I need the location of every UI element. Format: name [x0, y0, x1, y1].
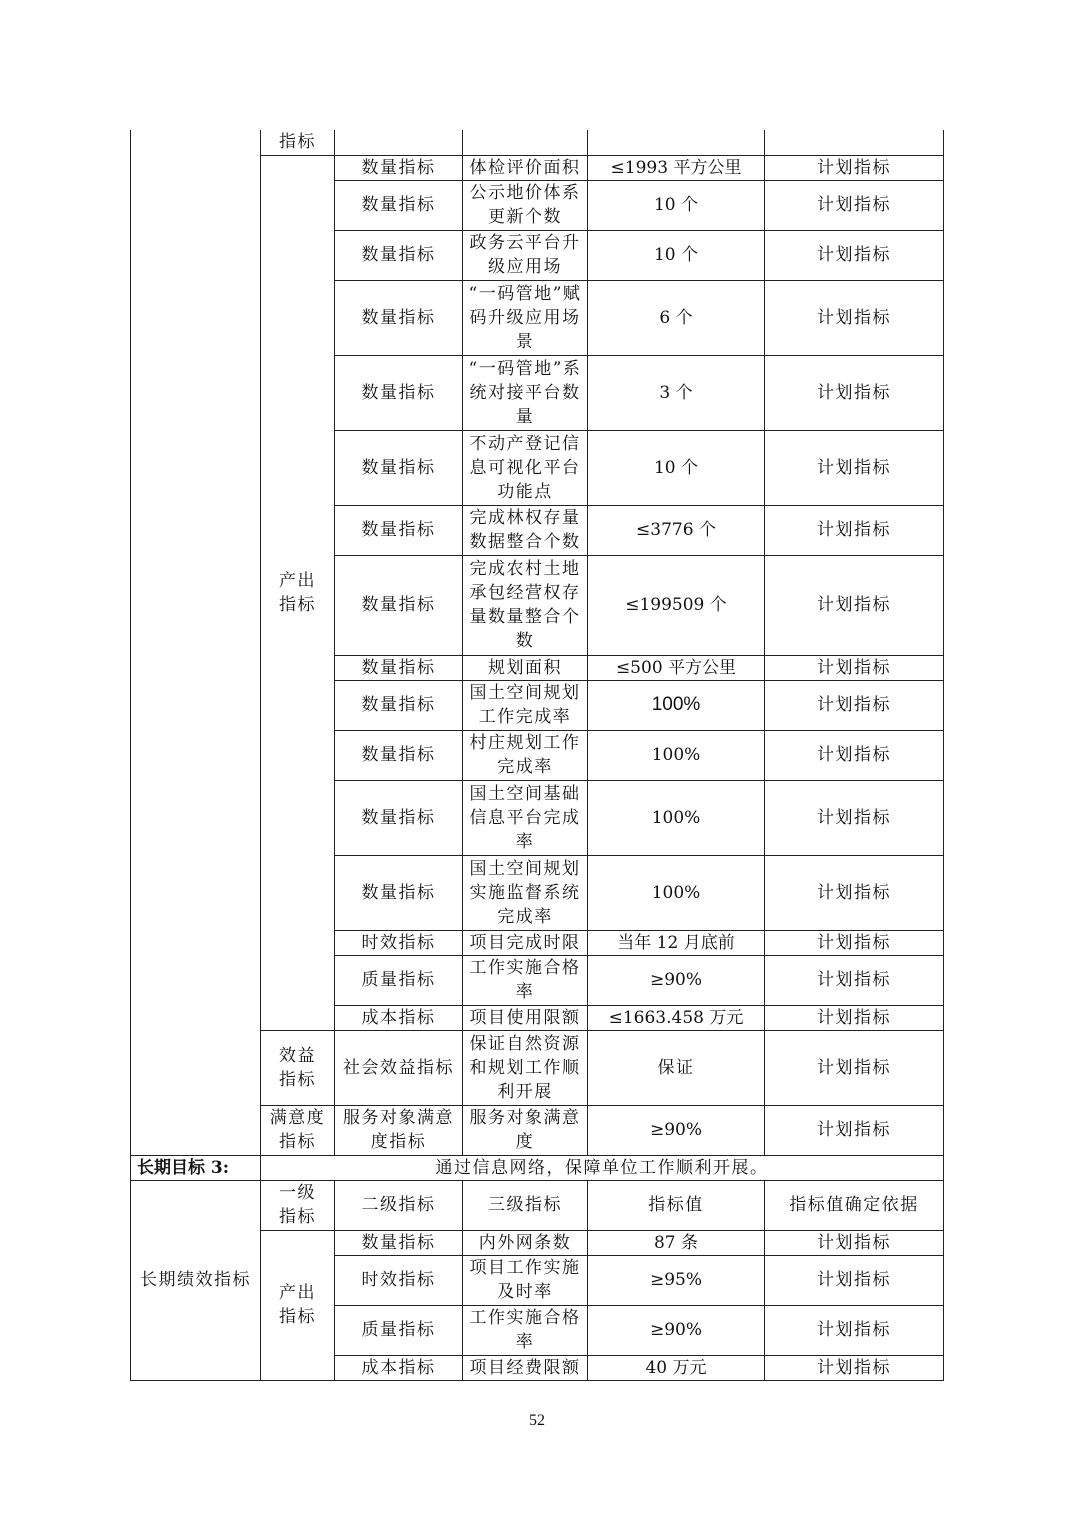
basis: 计划指标 — [765, 230, 944, 280]
second-level: 数量指标 — [335, 680, 463, 730]
third-level: 内外网条数 — [463, 1230, 588, 1255]
second-level: 数量指标 — [335, 1230, 463, 1255]
basis: 计划指标 — [765, 1105, 944, 1155]
third-level: 村庄规划工作完成率 — [463, 730, 588, 780]
third-level: 规划面积 — [463, 655, 588, 680]
header-second-level: 二级指标 — [335, 1180, 463, 1230]
third-level: 国土空间规划实施监督系统完成率 — [463, 855, 588, 930]
second-level: 数量指标 — [335, 505, 463, 555]
benefit-indicator-label: 效益 指标 — [261, 1030, 335, 1105]
basis: 计划指标 — [765, 280, 944, 355]
indicator-value: ≤1993 平方公里 — [588, 155, 765, 180]
indicator-value: 100% — [588, 730, 765, 780]
third-level: 项目使用限额 — [463, 1005, 588, 1030]
indicator-value: ≤199509 个 — [588, 555, 765, 655]
third-level: 完成林权存量数据整合个数 — [463, 505, 588, 555]
first-level-label-continued: 指标 — [261, 130, 335, 155]
second-level: 数量指标 — [335, 180, 463, 230]
second-level: 社会效益指标 — [335, 1030, 463, 1105]
second-level: 成本指标 — [335, 1355, 463, 1380]
basis: 计划指标 — [765, 730, 944, 780]
indicator-value: 当年 12 月底前 — [588, 930, 765, 955]
third-level: 公示地价体系更新个数 — [463, 180, 588, 230]
third-level: 项目完成时限 — [463, 930, 588, 955]
third-level: 国土空间基础信息平台完成率 — [463, 780, 588, 855]
indicator-value: ≥90% — [588, 1305, 765, 1355]
basis: 计划指标 — [765, 430, 944, 505]
second-level: 质量指标 — [335, 1305, 463, 1355]
basis: 计划指标 — [765, 1355, 944, 1380]
third-level: 项目工作实施及时率 — [463, 1255, 588, 1305]
indicator-value: ≥90% — [588, 1105, 765, 1155]
indicator-value: 100% — [588, 855, 765, 930]
second-level: 数量指标 — [335, 155, 463, 180]
basis: 计划指标 — [765, 680, 944, 730]
second-level: 数量指标 — [335, 430, 463, 505]
basis: 计划指标 — [765, 655, 944, 680]
third-level: “一码管地”系统对接平台数量 — [463, 355, 588, 430]
header-value: 指标值 — [588, 1180, 765, 1230]
long-term-output-label: 产出 指标 — [261, 1230, 335, 1380]
output-indicator-label: 产出 指标 — [261, 155, 335, 1030]
header-third-level: 三级指标 — [463, 1180, 588, 1230]
performance-indicator-table — [130, 130, 944, 1381]
third-level: 项目经费限额 — [463, 1355, 588, 1380]
indicator-value: ≥95% — [588, 1255, 765, 1305]
header-first-level: 一级 指标 — [261, 1180, 335, 1230]
third-level: 体检评价面积 — [463, 155, 588, 180]
basis: 计划指标 — [765, 505, 944, 555]
basis: 计划指标 — [765, 855, 944, 930]
second-level: 数量指标 — [335, 655, 463, 680]
third-level: 不动产登记信息可视化平台功能点 — [463, 430, 588, 505]
second-level: 数量指标 — [335, 855, 463, 930]
page-number: 52 — [529, 1412, 545, 1429]
second-level: 服务对象满意度指标 — [335, 1105, 463, 1155]
second-level: 质量指标 — [335, 955, 463, 1005]
second-level: 时效指标 — [335, 1255, 463, 1305]
basis: 计划指标 — [765, 1305, 944, 1355]
indicator-value: ≤500 平方公里 — [588, 655, 765, 680]
second-level: 数量指标 — [335, 355, 463, 430]
second-level: 数量指标 — [335, 780, 463, 855]
indicator-value: 87 条 — [588, 1230, 765, 1255]
long-term-goal-3-text: 通过信息网络，保障单位工作顺利开展。 — [261, 1155, 944, 1180]
indicator-value: 6 个 — [588, 280, 765, 355]
second-level: 数量指标 — [335, 280, 463, 355]
basis: 计划指标 — [765, 1030, 944, 1105]
third-level: 国土空间规划工作完成率 — [463, 680, 588, 730]
third-level: “一码管地”赋码升级应用场景 — [463, 280, 588, 355]
basis: 计划指标 — [765, 155, 944, 180]
third-level: 政务云平台升级应用场 — [463, 230, 588, 280]
second-level: 数量指标 — [335, 555, 463, 655]
basis: 计划指标 — [765, 180, 944, 230]
third-level: 完成农村土地承包经营权存量数量整合个数 — [463, 555, 588, 655]
indicator-value: 10 个 — [588, 180, 765, 230]
long-term-goal-3-label: 长期目标 3: — [131, 1155, 261, 1180]
indicator-value: ≥90% — [588, 955, 765, 1005]
basis: 计划指标 — [765, 1005, 944, 1030]
header-basis: 指标值确定依据 — [765, 1180, 944, 1230]
basis: 计划指标 — [765, 1230, 944, 1255]
third-level: 服务对象满意度 — [463, 1105, 588, 1155]
long-term-indicator-label: 长期绩效指标 — [131, 1180, 261, 1380]
left-spanning-cell — [131, 130, 261, 1155]
basis: 计划指标 — [765, 1255, 944, 1305]
indicator-value: 10 个 — [588, 230, 765, 280]
indicator-value: ≤1663.458 万元 — [588, 1005, 765, 1030]
indicator-value: 3 个 — [588, 355, 765, 430]
satisfaction-indicator-label: 满意度 指标 — [261, 1105, 335, 1155]
indicator-value: 保证 — [588, 1030, 765, 1105]
basis: 计划指标 — [765, 930, 944, 955]
indicator-value: 40 万元 — [588, 1355, 765, 1380]
basis: 计划指标 — [765, 955, 944, 1005]
basis: 计划指标 — [765, 555, 944, 655]
third-level: 工作实施合格率 — [463, 955, 588, 1005]
indicator-value: 100% — [588, 680, 765, 730]
third-level: 保证自然资源和规划工作顺利开展 — [463, 1030, 588, 1105]
second-level: 数量指标 — [335, 230, 463, 280]
indicator-value: 100% — [588, 780, 765, 855]
second-level: 数量指标 — [335, 730, 463, 780]
second-level: 时效指标 — [335, 930, 463, 955]
indicator-value: ≤3776 个 — [588, 505, 765, 555]
basis: 计划指标 — [765, 355, 944, 430]
basis: 计划指标 — [765, 780, 944, 855]
indicator-value: 10 个 — [588, 430, 765, 505]
third-level: 工作实施合格率 — [463, 1305, 588, 1355]
second-level: 成本指标 — [335, 1005, 463, 1030]
